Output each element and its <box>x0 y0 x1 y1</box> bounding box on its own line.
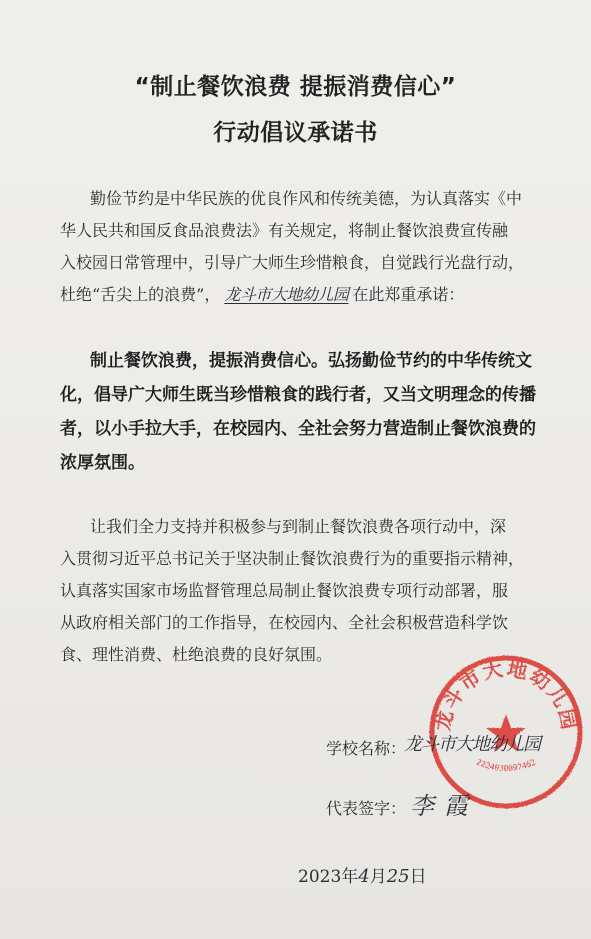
paragraph-line: 勤俭节约是中华民族的优良作风和传统美德，为认真落实《中 <box>90 189 523 208</box>
date-day-handwritten: 25 <box>386 866 410 887</box>
paragraph-text: 杜绝“舌尖上的浪费”， <box>60 285 221 304</box>
paragraph-line: 从政府相关部门的工作指导，在校园内、全社会积极营造科学饮 <box>60 613 509 632</box>
school-name-label: 学校名称： <box>326 739 407 758</box>
paragraph-line: 制止餐饮浪费，提振消费信心。弘扬勤俭节约的中华传统文 <box>90 351 532 371</box>
document-subtitle: 行动倡议承诺书 <box>213 120 378 146</box>
representative-signature-label: 代表签字： <box>326 799 407 818</box>
paragraph-text: 在此郑重承诺： <box>352 285 465 304</box>
date-month-handwritten: 4 <box>358 866 370 887</box>
date-year: 2023 <box>298 867 342 887</box>
paragraph-line: 化，倡导广大师生既当珍惜粮食的践行者，又当文明理念的传播 <box>60 385 536 405</box>
paragraph-line: 让我们全力支持并积极参与到制止餐饮浪费各项行动中，深 <box>90 517 507 536</box>
document-title: “制止餐饮浪费 提振消费信心” <box>134 74 457 100</box>
paragraph-line <box>60 282 464 305</box>
paragraph-line: 认真落实国家市场监督管理总局制止餐饮浪费专项行动部署，服 <box>60 581 509 600</box>
paragraph-line: 浓厚氛围。 <box>60 453 145 473</box>
paragraph-line: 入贯彻习近平总书记关于坚决制止餐饮浪费行为的重要指示精神， <box>60 549 525 568</box>
date-year-char: 年 <box>341 867 359 887</box>
paragraph-line: 入校园日常管理中，引导广大师生珍惜粮食，自觉践行光盘行动， <box>60 253 525 272</box>
seal-code-text: 2224030097462 <box>474 757 538 773</box>
handwritten-representative-signature: 李霞 <box>410 792 478 820</box>
handwritten-school-signature: 龙斗市大地幼儿园 <box>404 734 540 755</box>
paragraph-line: 者，以小手拉大手，在校园内、全社会努力营造制止餐饮浪费的 <box>60 419 536 439</box>
date-day-char: 日 <box>409 867 427 887</box>
signing-date <box>298 862 427 887</box>
paragraph-line: 食、理性消费、杜绝浪费的良好氛围。 <box>60 645 333 664</box>
date-month-char: 月 <box>369 867 387 887</box>
paragraph-line: 华人民共和国反食品浪费法》有关规定，将制止餐饮浪费宣传融 <box>60 221 509 240</box>
seal-arc-text: 龙斗市大地幼儿园 <box>430 656 582 733</box>
handwritten-school-name: 龙斗市大地幼儿园 <box>224 285 349 304</box>
